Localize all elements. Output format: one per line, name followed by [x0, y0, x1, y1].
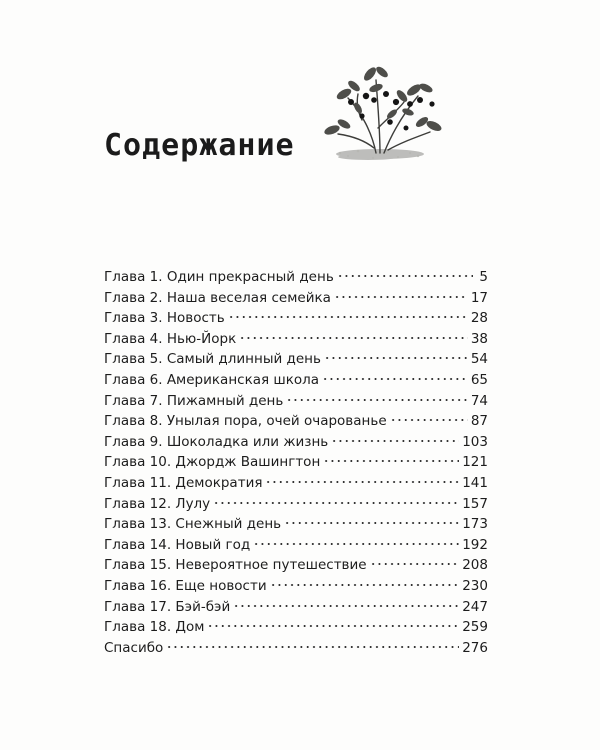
page-title: Содержание — [104, 128, 295, 163]
toc-entry-title: Глава 14. Новый год — [104, 536, 251, 553]
toc-entry-page: 87 — [470, 413, 488, 430]
toc-entry-page: 5 — [479, 269, 488, 285]
toc-leader-dots — [370, 562, 460, 566]
toc-entry-title: Глава 6. Американская школа — [104, 371, 320, 388]
toc-leader-dots — [286, 398, 467, 402]
toc-entry-title: Глава 7. Пижамный день — [104, 392, 284, 409]
toc-leader-dots — [323, 459, 459, 463]
toc-entry — [104, 496, 488, 517]
toc-entry — [104, 557, 488, 578]
toc-entry-title: Глава 17. Бэй-бэй — [104, 598, 231, 615]
toc-entry-page: 65 — [470, 371, 488, 388]
toc-entry — [104, 290, 488, 311]
toc-entry — [104, 578, 488, 599]
toc-entry-title: Глава 12. Лулу — [104, 495, 211, 512]
toc-entry-title: Глава 5. Самый длинный день — [104, 351, 321, 368]
toc-entry-page: 54 — [470, 351, 488, 368]
toc-entry-title: Глава 15. Невероятное путешествие — [104, 557, 367, 574]
toc-entry-page: 208 — [462, 557, 488, 574]
toc-leader-dots — [207, 624, 459, 628]
toc-entry — [104, 516, 488, 537]
toc-entry-page: 103 — [462, 433, 488, 450]
toc-entry — [104, 640, 488, 661]
toc-entry — [104, 372, 488, 393]
toc-leader-dots — [213, 501, 459, 505]
toc-entry-page: 141 — [462, 474, 488, 491]
toc-leader-dots — [284, 521, 459, 525]
toc-entry — [104, 537, 488, 558]
toc-entry — [104, 619, 488, 640]
toc-leader-dots — [265, 480, 459, 484]
toc-entry-page: 74 — [470, 392, 488, 409]
toc-entry-title: Глава 2. Наша веселая семейка — [104, 289, 331, 306]
toc-leader-dots — [253, 542, 459, 546]
toc-leader-dots — [270, 583, 460, 587]
toc-entry — [104, 393, 488, 414]
blueberry-plant-icon — [318, 58, 448, 166]
toc-entry-title: Глава 11. Демократия — [104, 474, 263, 491]
toc-entry-page: 276 — [462, 639, 488, 656]
toc-entry-page: 173 — [462, 516, 488, 533]
toc-entry-page: 192 — [462, 536, 488, 553]
toc-leader-dots — [166, 645, 459, 649]
toc-entry — [104, 331, 488, 352]
toc-entry — [104, 599, 488, 620]
toc-entry — [104, 351, 488, 372]
toc-leader-dots — [239, 336, 468, 340]
toc-entry — [104, 269, 488, 290]
toc-entry-title: Глава 18. Дом — [104, 619, 205, 636]
toc-leader-dots — [334, 295, 468, 299]
toc-entry-title: Спасибо — [104, 639, 164, 656]
toc-leader-dots — [390, 418, 468, 422]
toc-leader-dots — [337, 274, 473, 278]
toc-leader-dots — [228, 315, 468, 319]
toc-entry-page: 247 — [462, 598, 488, 615]
toc-entry — [104, 310, 488, 331]
toc-leader-dots — [233, 604, 459, 608]
toc-entry-title: Глава 13. Снежный день — [104, 516, 282, 533]
toc-entry-title: Глава 1. Один прекрасный день — [104, 269, 334, 285]
toc-entry-page: 28 — [470, 310, 488, 327]
toc-entry-title: Глава 8. Унылая пора, очей очарованье — [104, 413, 387, 430]
table-of-contents — [104, 269, 488, 660]
toc-entry-title: Глава 16. Еще новости — [104, 577, 267, 594]
toc-entry — [104, 434, 488, 455]
toc-entry — [104, 454, 488, 475]
toc-entry — [104, 475, 488, 496]
toc-entry-page: 121 — [462, 454, 488, 471]
toc-entry — [104, 413, 488, 434]
toc-entry-page: 259 — [462, 619, 488, 636]
toc-leader-dots — [322, 377, 468, 381]
toc-entry-page: 38 — [470, 330, 488, 347]
toc-entry-title: Глава 9. Шоколадка или жизнь — [104, 433, 329, 450]
toc-entry-title: Глава 3. Новость — [104, 310, 225, 327]
toc-leader-dots — [324, 356, 468, 360]
toc-entry-title: Глава 4. Нью-Йорк — [104, 330, 237, 347]
toc-entry-title: Глава 10. Джордж Вашингтон — [104, 454, 321, 471]
toc-entry-page: 157 — [462, 495, 488, 512]
toc-entry-page: 17 — [470, 289, 488, 306]
toc-entry-page: 230 — [462, 577, 488, 594]
toc-leader-dots — [331, 439, 459, 443]
